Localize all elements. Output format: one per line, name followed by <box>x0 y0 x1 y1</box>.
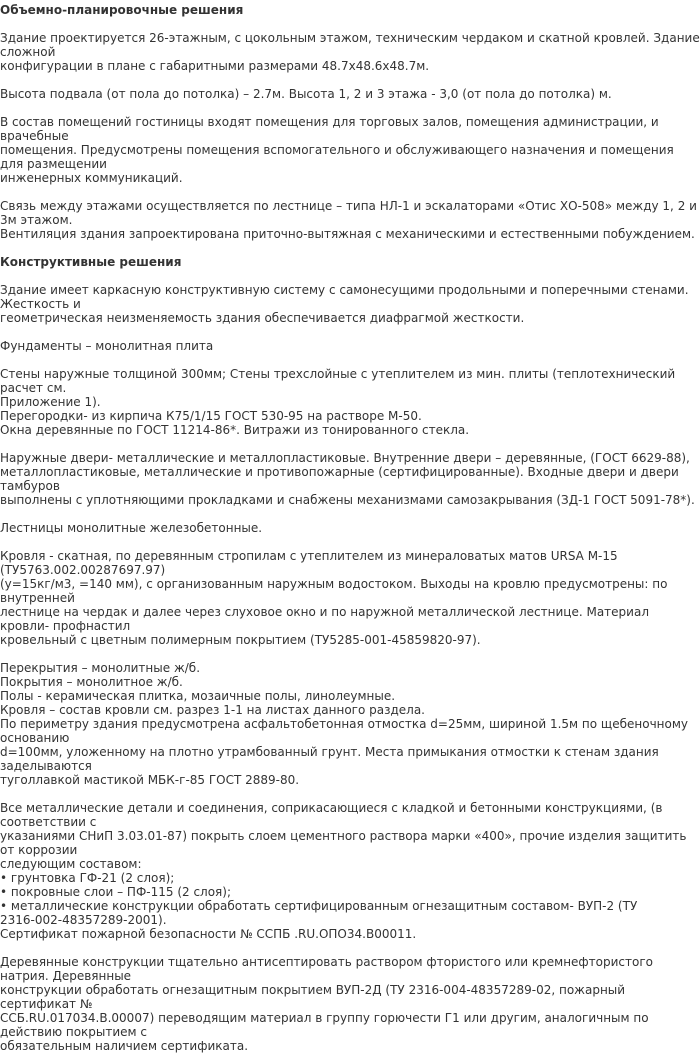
paragraph: Деревянные конструкции тщательно антисептировать раствором фтористого или кремнефтористого натрия. Деревянные конструкции обработать огнезащитным покрытием ВУП-2Д (ТУ 2316-004-48357289-02, пожарный сертификат № ССБ.RU.017034.В.00007) переводящим материал в группу горючести Г1 или другим, аналогичным по действию покрытием с обязательным наличием сертификата. <box>0 955 654 1053</box>
paragraph: Стены наружные толщиной 300мм; Стены трехслойные с утеплителем из мин. плиты (теплотехнический расчет см. Приложение 1). Перегородки- из кирпича К75/1/15 ГОСТ 530-95 на растворе М-50. Окна деревянные по ГОСТ 11214-86*. Витражи из тонированного стекла. <box>0 367 676 437</box>
section-heading: Объемно-планировочные решения <box>0 3 244 17</box>
paragraph: В состав помещений гостиницы входят помещения для торговых залов, помещения администрации, и врачебные помещения. Предусмотрены помещения вспомогательного и обслуживающего назначения и помещения для размещении инженерных коммуникаций. <box>0 115 674 185</box>
section-space-planning <box>0 3 700 241</box>
paragraph: Кровля - скатная, по деревянным стропилам с утеплителем из минераловатых матов URSA М-15 (ТУ5763.002.00287697.97) (у=15кг/м3, =140 мм), с организованным наружным водостоком. Выходы на кровлю предусмотрены: по внутренней лестнице на чердак и далее через слуховое окно и по наружной металлической лестнице. Материал кровли- профнастил кровельный с цветным полимерным покрытием (ТУ5285-001-45859820-97). <box>0 549 668 647</box>
paragraph: Фундаменты – монолитная плита <box>0 339 214 353</box>
paragraph: Связь между этажами осуществляется по лестнице – типа НЛ-1 и эскалаторами «Отис ХО-508» между 1, 2 и 3м этажом. Вентиляция здания запроектирована приточно-вытяжная с механическими и естественными побуждением. <box>0 199 697 241</box>
paragraph: Высота подвала (от пола до потолка) – 2.7м. Высота 1, 2 и 3 этажа - 3,0 (от пола до потолка) м. <box>0 87 612 101</box>
paragraph: Здание проектируется 26-этажным, с цокольным этажом, техническим чердаком и скатной кровлей. Здание сложной конфигурации в плане с габаритными размерами 48.7х48.6х48.7м. <box>0 31 700 73</box>
section-structural <box>0 255 700 1053</box>
paragraph: Здание имеет каркасную конструктивную систему с самонесущими продольными и поперечными стенами. Жесткость и геометрическая неизменяемость здания обеспечивается диафрагмой жесткости. <box>0 283 689 325</box>
document-body <box>0 3 700 1053</box>
section-heading: Конструктивные решения <box>0 255 182 269</box>
paragraph: Перекрытия – монолитные ж/б. Покрытия – монолитное ж/б. Полы - керамическая плитка, мозаичные полы, линолеумные. Кровля – состав кровли см. разрез 1-1 на листах данного раздела. По периметру здания предусмотрена асфальтобетонная отмостка d=25мм, шириной 1.5м по щебеночному основанию d=100мм, уложенному на плотно утрамбованный грунт. Места примыкания отмостки к стенам здания заделываются туголлавкой мастикой МБК-г-85 ГОСТ 2889-80. <box>0 661 689 787</box>
paragraph: Наружные двери- металлические и металлопластиковые. Внутренние двери – деревянные, (ГОСТ 6629-88), металлопластиковые, металлические и противопожарные (сертифицированные). Входные двери и двери тамбуров выполнены с уплотняющими прокладками и снабжены механизмами самозакрывания (ЗД-1 ГОСТ 5091-78*). <box>0 451 695 507</box>
paragraph: Все металлические детали и соединения, соприкасающиеся с кладкой и бетонными конструкциями, (в соответствии с указаниями СНиП 3.03.01-87) покрыть слоем цементного раствора марки «400», прочие изделия защитить от коррозии следующим составом: • грунтовка ГФ-21 (2 слоя); • покровные слои – ПФ-115 (2 слоя); • металлические конструкции обработать сертифицированным огнезащитным составом- ВУП-2 (ТУ 2316-002-48357289-2001). Сертификат пожарной безопасности № ССПБ .RU.ОПО34.В00011. <box>0 801 687 941</box>
paragraph: Лестницы монолитные железобетонные. <box>0 521 263 535</box>
